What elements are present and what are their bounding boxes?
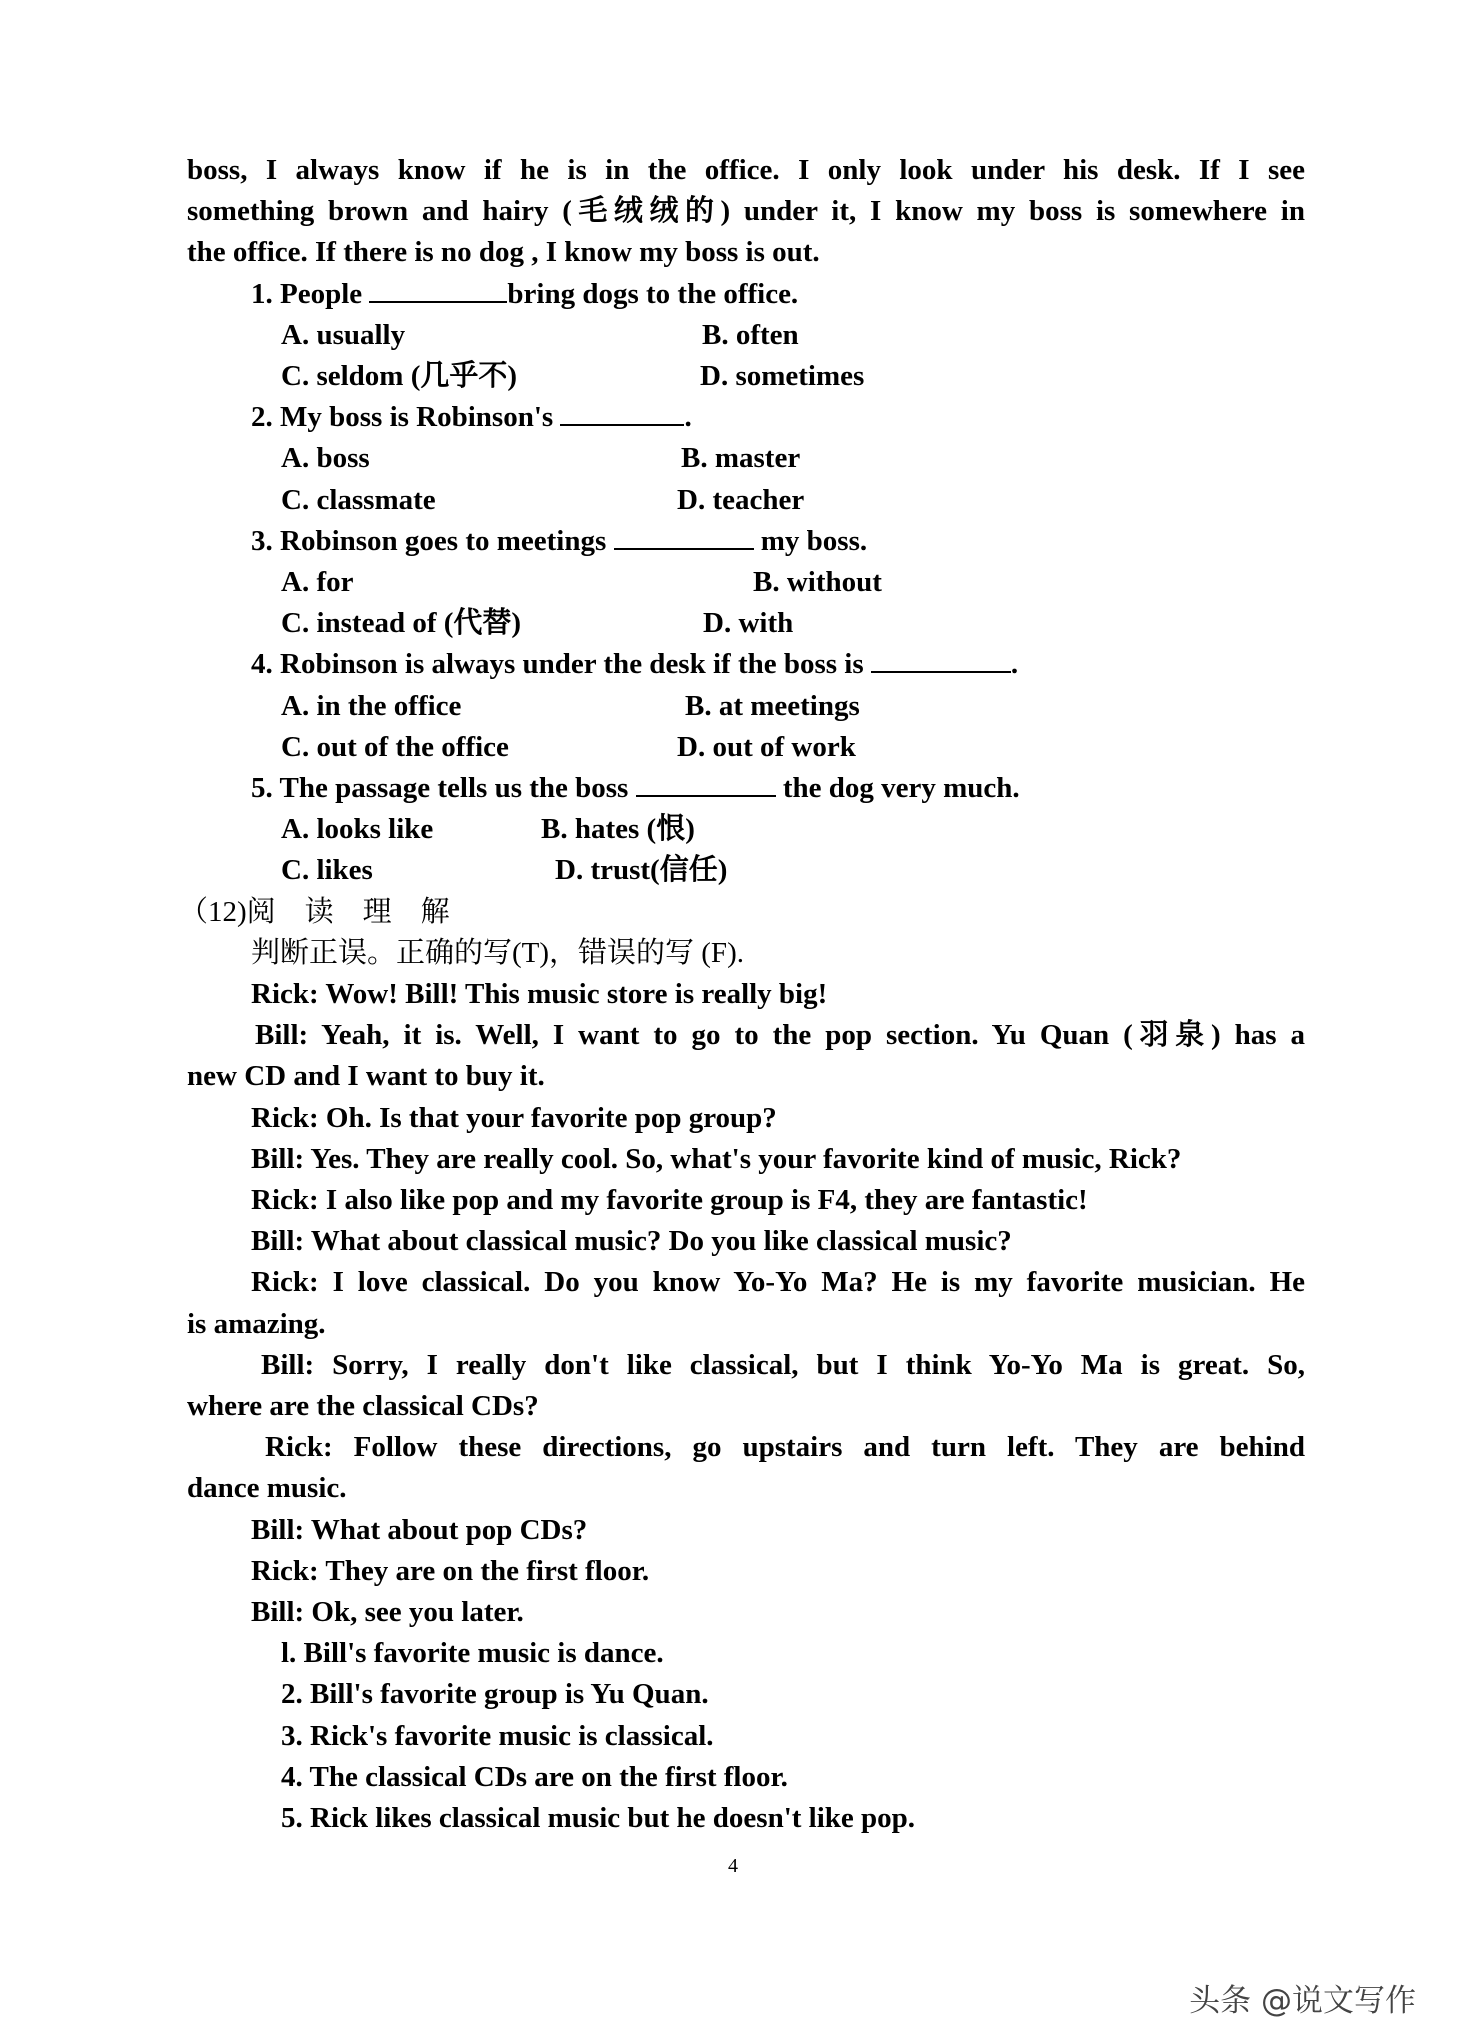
dialogue-line: Rick: Oh. Is that your favorite pop group? [251, 1101, 777, 1134]
option-b[interactable]: B. at meetings [685, 689, 860, 722]
option-d[interactable]: D. trust(信任) [555, 854, 728, 887]
tf-statement: 5. Rick likes classical music but he doesn't like pop. [281, 1801, 916, 1834]
dialogue-line: Rick: Follow these directions, go upstairs and turn left. They are behind [265, 1431, 1305, 1464]
question-text: my boss. [753, 524, 868, 557]
question-text: . [1010, 648, 1019, 681]
question-stem [187, 644, 1305, 685]
passage-line: something brown and hairy (毛绒绒的) under it, I know my boss is somewhere in [187, 195, 1305, 228]
answer-blank[interactable] [560, 398, 684, 426]
option-d[interactable]: D. sometimes [700, 360, 865, 392]
option-row [187, 438, 1305, 479]
option-c[interactable]: C. seldom (几乎不) [281, 360, 518, 392]
question-text: 2. My boss is Robinson's [251, 401, 561, 434]
passage-line: boss, I always know if he is in the office. I only look under his desk. If I see [187, 154, 1305, 186]
page-content [179, 150, 1305, 1839]
option-row [187, 315, 1305, 356]
option-a[interactable]: A. looks like [281, 813, 434, 846]
option-row [187, 809, 1305, 850]
option-c[interactable]: C. out of the office [281, 730, 509, 763]
option-a[interactable]: A. boss [281, 442, 370, 475]
option-d[interactable]: D. teacher [677, 483, 805, 516]
dialogue-line: dance music. [187, 1472, 347, 1505]
dialogue-line: Bill: Yeah, it is. Well, I want to go to the pop section. Yu Quan (羽泉) has a [255, 1019, 1305, 1052]
dialogue-line: Bill: What about pop CDs? [251, 1513, 588, 1546]
dialogue-line: Rick: I also like pop and my favorite group is F4, they are fantastic! [251, 1183, 1088, 1216]
question-text: 4. Robinson is always under the desk if the boss is [251, 648, 871, 681]
question-text: 1. People [251, 277, 370, 310]
question-stem [187, 521, 1305, 562]
answer-blank[interactable] [369, 275, 507, 303]
section-heading: （12)阅 读 理 解 [179, 895, 450, 928]
tf-statement: 2. Bill's favorite group is Yu Quan. [281, 1678, 709, 1711]
page-number: 4 [728, 1855, 738, 1877]
question-stem [187, 768, 1305, 809]
dialogue-line: Rick: They are on the first floor. [251, 1554, 650, 1587]
answer-blank[interactable] [636, 769, 776, 797]
answer-blank[interactable] [871, 645, 1011, 673]
option-c[interactable]: C. classmate [281, 483, 436, 516]
dialogue-line: new CD and I want to buy it. [187, 1060, 545, 1093]
dialogue-line: Rick: I love classical. Do you know Yo-Yo Ma? He is my favorite musician. He [251, 1266, 1305, 1299]
question-stem [187, 397, 1305, 438]
dialogue-line: Bill: What about classical music? Do you like classical music? [251, 1225, 1012, 1258]
watermark: 头条 @说文写作 [1189, 1983, 1416, 2019]
dialogue-line: where are the classical CDs? [187, 1389, 539, 1422]
dialogue-line: Bill: Yes. They are really cool. So, what's your favorite kind of music, Rick? [251, 1142, 1182, 1175]
dialogue-line: Bill: Ok, see you later. [251, 1595, 524, 1628]
option-d[interactable]: D. out of work [677, 730, 856, 763]
answer-blank[interactable] [614, 522, 754, 550]
question-text: . [684, 401, 692, 434]
question-stem [187, 274, 1305, 315]
option-b[interactable]: B. master [681, 442, 801, 475]
option-a[interactable]: A. usually [281, 318, 406, 351]
option-a[interactable]: A. for [281, 565, 354, 598]
option-row [187, 356, 1305, 397]
passage-line: the office. If there is no dog , I know my boss is out. [187, 236, 820, 269]
option-b[interactable]: B. without [753, 565, 882, 598]
option-row [187, 686, 1305, 727]
tf-statement: 4. The classical CDs are on the first floor. [281, 1760, 788, 1793]
option-row [187, 480, 1305, 521]
option-c[interactable]: C. instead of (代替) [281, 607, 522, 640]
option-b[interactable]: B. hates (恨) [541, 813, 695, 846]
option-d[interactable]: D. with [703, 607, 794, 640]
dialogue-line: is amazing. [187, 1307, 326, 1340]
option-row [187, 562, 1305, 603]
option-a[interactable]: A. in the office [281, 689, 462, 722]
option-row [187, 850, 1305, 891]
question-text: bring dogs to the office. [507, 277, 799, 310]
tf-statement: 3. Rick's favorite music is classical. [281, 1719, 714, 1752]
dialogue-line: Bill: Sorry, I really don't like classical, but I think Yo-Yo Ma is great. So, [261, 1348, 1305, 1381]
option-row [187, 603, 1305, 644]
option-c[interactable]: C. likes [281, 854, 373, 887]
dialogue-line: Rick: Wow! Bill! This music store is really big! [251, 977, 828, 1010]
option-b[interactable]: B. often [702, 318, 799, 351]
question-text: the dog very much. [775, 771, 1020, 804]
section-instruction: 判断正误。正确的写(T)，错误的写 (F). [251, 936, 744, 969]
question-text: 3. Robinson goes to meetings [251, 524, 614, 557]
option-row [187, 727, 1305, 768]
question-text: 5. The passage tells us the boss [251, 771, 636, 804]
tf-statement: l. Bill's favorite music is dance. [281, 1637, 664, 1670]
